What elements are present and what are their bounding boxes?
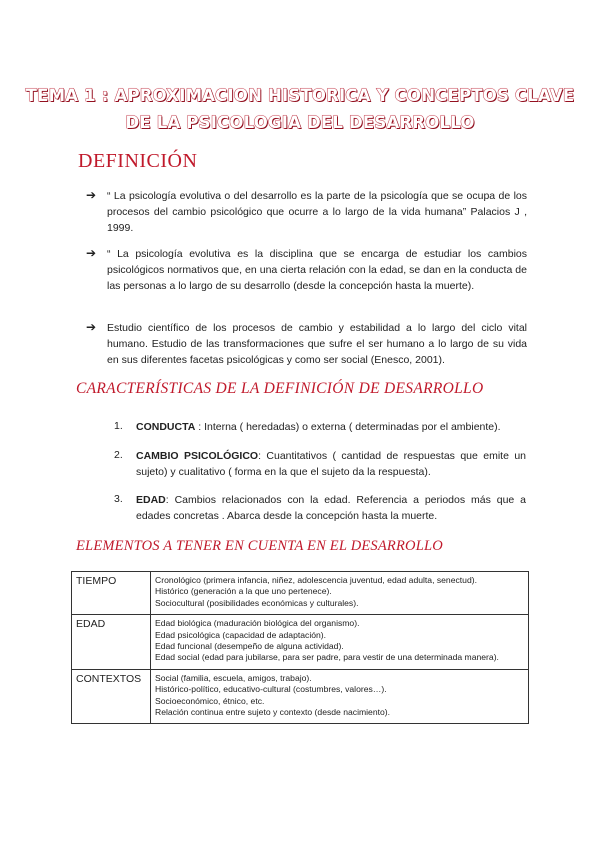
description-line: Socioeconómico, étnico, etc. xyxy=(155,695,265,706)
description-line: Edad social (edad para jubilarse, para ser padre, para vestir de una determinada manera). xyxy=(155,652,499,663)
description-line: Edad funcional (desempeño de alguna actividad). xyxy=(155,641,344,652)
characteristic-item-edad xyxy=(136,493,526,525)
description-line: Edad biológica (maduración biológica del organismo). xyxy=(155,618,360,629)
table-row xyxy=(72,615,529,670)
elements-table xyxy=(71,571,529,724)
characteristic-text: : Interna ( heredadas) o externa ( determinadas por el ambiente). xyxy=(195,421,501,433)
arrow-bullet-icon: ➔ xyxy=(86,246,97,260)
characteristic-term: CAMBIO PSICOLÓGICO xyxy=(136,450,259,462)
definition-paragraph-1: “ La psicología evolutiva o del desarrollo es la parte de la psicología que se ocupa de los procesos del cambio psicológico que ocurre a lo largo de la vida humana” Palacios J , 1999. xyxy=(107,190,527,234)
characteristic-item-cambio xyxy=(136,449,526,481)
characteristic-text: : Cuantitativos ( cantidad de respuestas que emite un sujeto) y cualitativo ( forma en la que el sujeto da la respuesta). xyxy=(136,450,527,478)
description-line: Social (familia, escuela, amigos, trabajo). xyxy=(155,672,312,683)
characteristic-item-conducta xyxy=(136,420,526,436)
table-description-cell xyxy=(151,669,529,724)
description-line: Cronológico (primera infancia, niñez, adolescencia juventud, edad adulta, senectud). xyxy=(155,575,477,585)
list-number: 2. xyxy=(114,449,123,461)
characteristic-term: CONDUCTA xyxy=(136,421,196,433)
characteristic-term: EDAD xyxy=(136,494,166,506)
table-description-cell xyxy=(151,572,529,615)
elementos-heading: ELEMENTOS A TENER EN CUENTA EN EL DESARROLLO xyxy=(76,538,443,554)
description-line: Edad psicológica (capacidad de adaptación). xyxy=(155,629,327,640)
table-category-cell: CONTEXTOS xyxy=(72,669,151,724)
definition-paragraph-2: “ La psicología evolutiva es la disciplina que se encarga de estudiar los cambios psicológicos normativos que, en una cierta relación con la edad, se dan en la conducta de las personas a lo largo de su desarrollo (desde la concepción hasta la muerte). xyxy=(107,248,527,292)
table-row xyxy=(72,572,529,615)
description-line: Histórico-político, educativo-cultural (costumbres, valores…). xyxy=(155,684,387,695)
table-category-cell: EDAD xyxy=(72,615,151,670)
list-number: 3. xyxy=(114,493,123,505)
description-line: Relación continua entre sujeto y contexto (desde nacimiento). xyxy=(155,707,391,718)
definition-paragraph-3: Estudio científico de los procesos de cambio y estabilidad a lo largo del ciclo vital humano. Estudio de las transformaciones que sufre el ser humano a lo largo de su vida en sus diferentes facetas psicológicas y como ser social (Enesco, 2001). xyxy=(107,322,527,366)
caracteristicas-heading: CARACTERÍSTICAS DE LA DEFINICIÓN DE DESARROLLO xyxy=(76,380,484,397)
characteristic-text: : Cambios relacionados con la edad. Referencia a periodos más que a edades concretas . Abarca desde la concepción hasta la muerte. xyxy=(136,494,526,522)
page-title-line-2: DE LA PSICOLOGIA DEL DESARROLLO xyxy=(125,113,475,132)
definicion-heading: DEFINICIÓN xyxy=(78,150,198,172)
page-title-line-1: TEMA 1 : APROXIMACION HISTORICA Y CONCEPTOS CLAVE xyxy=(25,86,575,105)
arrow-bullet-icon: ➔ xyxy=(86,188,97,202)
table-description-cell xyxy=(151,615,529,670)
description-line: Sociocultural (posibilidades económicas y culturales). xyxy=(155,597,359,608)
arrow-bullet-icon: ➔ xyxy=(86,320,97,334)
description-line: Histórico (generación a la que uno pertenece). xyxy=(155,586,332,597)
table-row xyxy=(72,669,529,724)
list-number: 1. xyxy=(114,420,123,432)
table-category-cell: TIEMPO xyxy=(72,572,151,615)
